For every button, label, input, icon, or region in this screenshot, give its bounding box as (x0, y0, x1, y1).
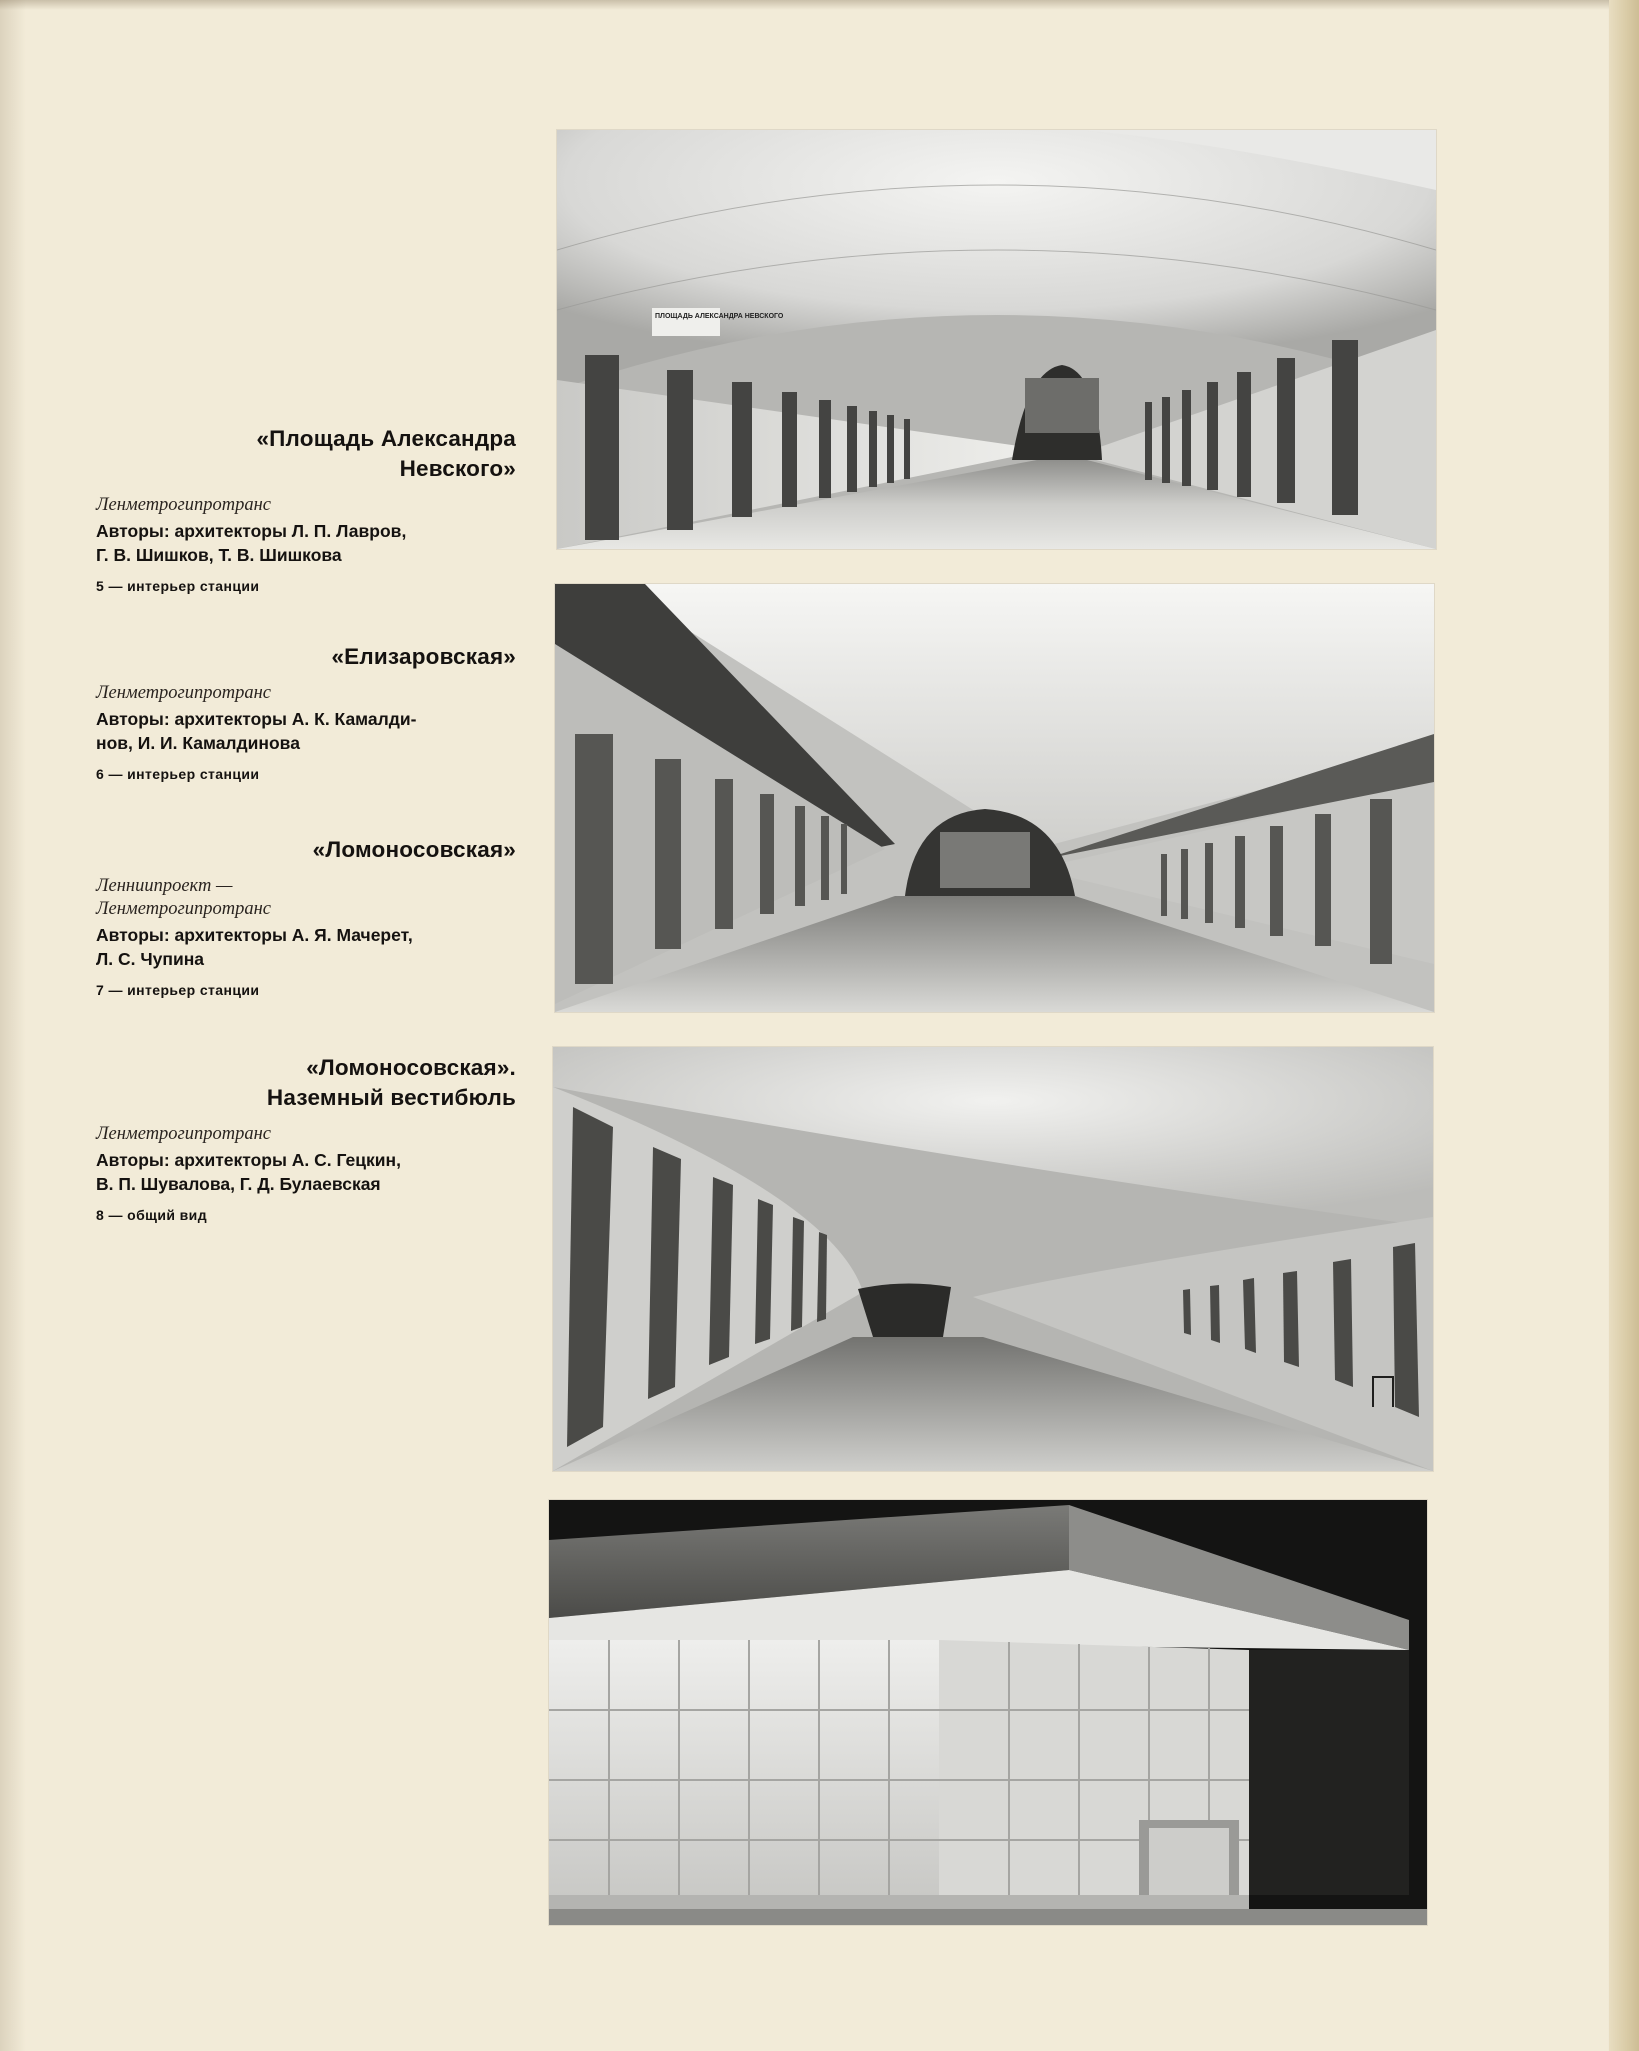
caption-block-4 (90, 1053, 516, 1224)
station-sign: ПЛОЩАДЬ АЛЕКСАНДРА НЕВСКОГО (655, 313, 784, 320)
caption-block-3 (90, 835, 516, 999)
photo-station-interior-1 (557, 130, 1436, 549)
photo-vestibule-exterior (549, 1500, 1427, 1925)
figure-caption: 5 — интерьер станции (96, 578, 260, 594)
organization: Ленниипроект — Ленметрогипротранс (96, 876, 272, 919)
photo-station-interior-3 (553, 1047, 1433, 1471)
figure-caption: 8 — общий вид (96, 1207, 207, 1223)
page-edge (1609, 0, 1639, 2051)
caption-block-1 (90, 424, 516, 595)
caption-block-2 (90, 642, 516, 783)
figure-caption: 6 — интерьер станции (96, 766, 260, 782)
organization: Ленметрогипротранс (96, 495, 272, 515)
station-title: «Елизаровская» (331, 644, 516, 669)
authors: Авторы: архитекторы А. С. Гецкин, В. П. Шувалова, Г. Д. Булаевская (96, 1150, 401, 1194)
authors: Авторы: архитекторы А. Я. Мачерет, Л. С. Чупина (96, 925, 413, 969)
station-title: «Ломоносовская» (312, 837, 516, 862)
station-title: «Ломоносовская». Наземный вестибюль (266, 1055, 516, 1110)
authors: Авторы: архитекторы А. К. Камалди- нов, И. И. Камалдинова (96, 709, 417, 753)
photo-station-interior-2 (555, 584, 1434, 1012)
organization: Ленметрогипротранс (96, 683, 272, 703)
organization: Ленметрогипротранс (96, 1124, 272, 1144)
authors: Авторы: архитекторы Л. П. Лавров, Г. В. Шишков, Т. В. Шишкова (96, 521, 407, 565)
figure-caption: 7 — интерьер станции (96, 982, 260, 998)
station-title: «Площадь Александра Невского» (256, 426, 516, 481)
